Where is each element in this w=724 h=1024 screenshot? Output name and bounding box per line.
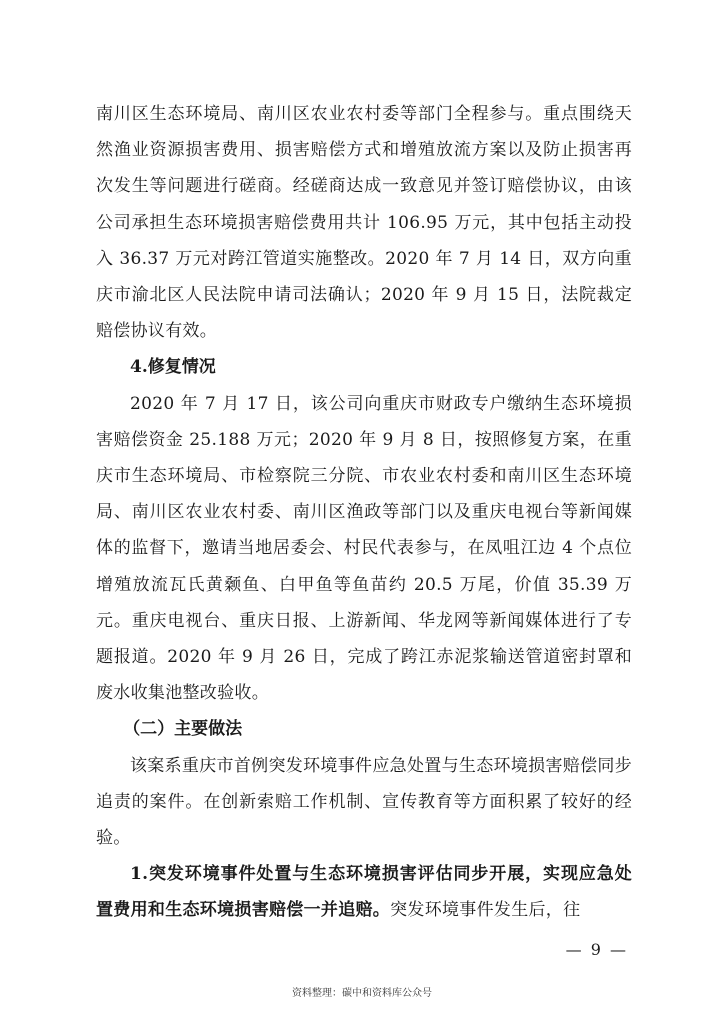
- document-body: [96, 96, 632, 929]
- paragraph-practices-intro: 该案系重庆市首例突发环境事件应急处置与生态环境损害赔偿同步追责的案件。在创新索赔工作机制、宣传教育等方面积累了较好的经验。: [96, 755, 632, 849]
- practice-1-text: 突发环境事件发生后，往: [390, 900, 581, 921]
- section-heading-repair: 4.修复情况: [130, 357, 216, 378]
- section-heading-practices: （二）主要做法: [123, 719, 243, 740]
- practice-1-bold-lead: 1.突发环境事件处置与生态环境损害评估同步开展，实现应急处置费用和生态环境损害赔偿一并追赔。: [96, 864, 632, 921]
- paragraph-consultation: 南川区生态环境局、南川区农业农村委等部门全程参与。重点围绕天然渔业资源损害费用、损害赔偿方式和增殖放流方案以及防止损害再次发生等问题进行磋商。经磋商达成一致意见并签订赔偿协议，由该公司承担生态环境损害赔偿费用共计 106.95 万元，其中包括主动投入 36.37 万元对跨江管道实施整改。2020 年 7 月 14 日，双方向重庆市渝北区人民法院申请司法确认；2020 年 9 月 15 日，法院裁定赔偿协议有效。: [96, 104, 632, 342]
- paragraph-practice-1: [96, 856, 632, 928]
- paragraph-repair: 2020 年 7 月 17 日，该公司向重庆市财政专户缴纳生态环境损害赔偿资金 25.188 万元；2020 年 9 月 8 日，按照修复方案，在重庆市生态环境局、市检察院三分院、市农业农村委和南川区生态环境局、南川区农业农村委、南川区渔政等部门以及重庆电视台等新闻媒体的监督下，邀请当地居委会、村民代表参与，在凤咀江边 4 个点位增殖放流瓦氏黄颡鱼、白甲鱼等鱼苗约 20.5 万尾，价值 35.39 万元。重庆电视台、重庆日报、上游新闻、华龙网等新闻媒体进行了专题报道。2020 年 9 月 26 日，完成了跨江赤泥浆输送管道密封罩和废水收集池整改验收。: [96, 393, 632, 704]
- page-number: — 9 —: [565, 940, 628, 959]
- footer-credit: 资料整理：碳中和资料库公众号: [292, 988, 432, 999]
